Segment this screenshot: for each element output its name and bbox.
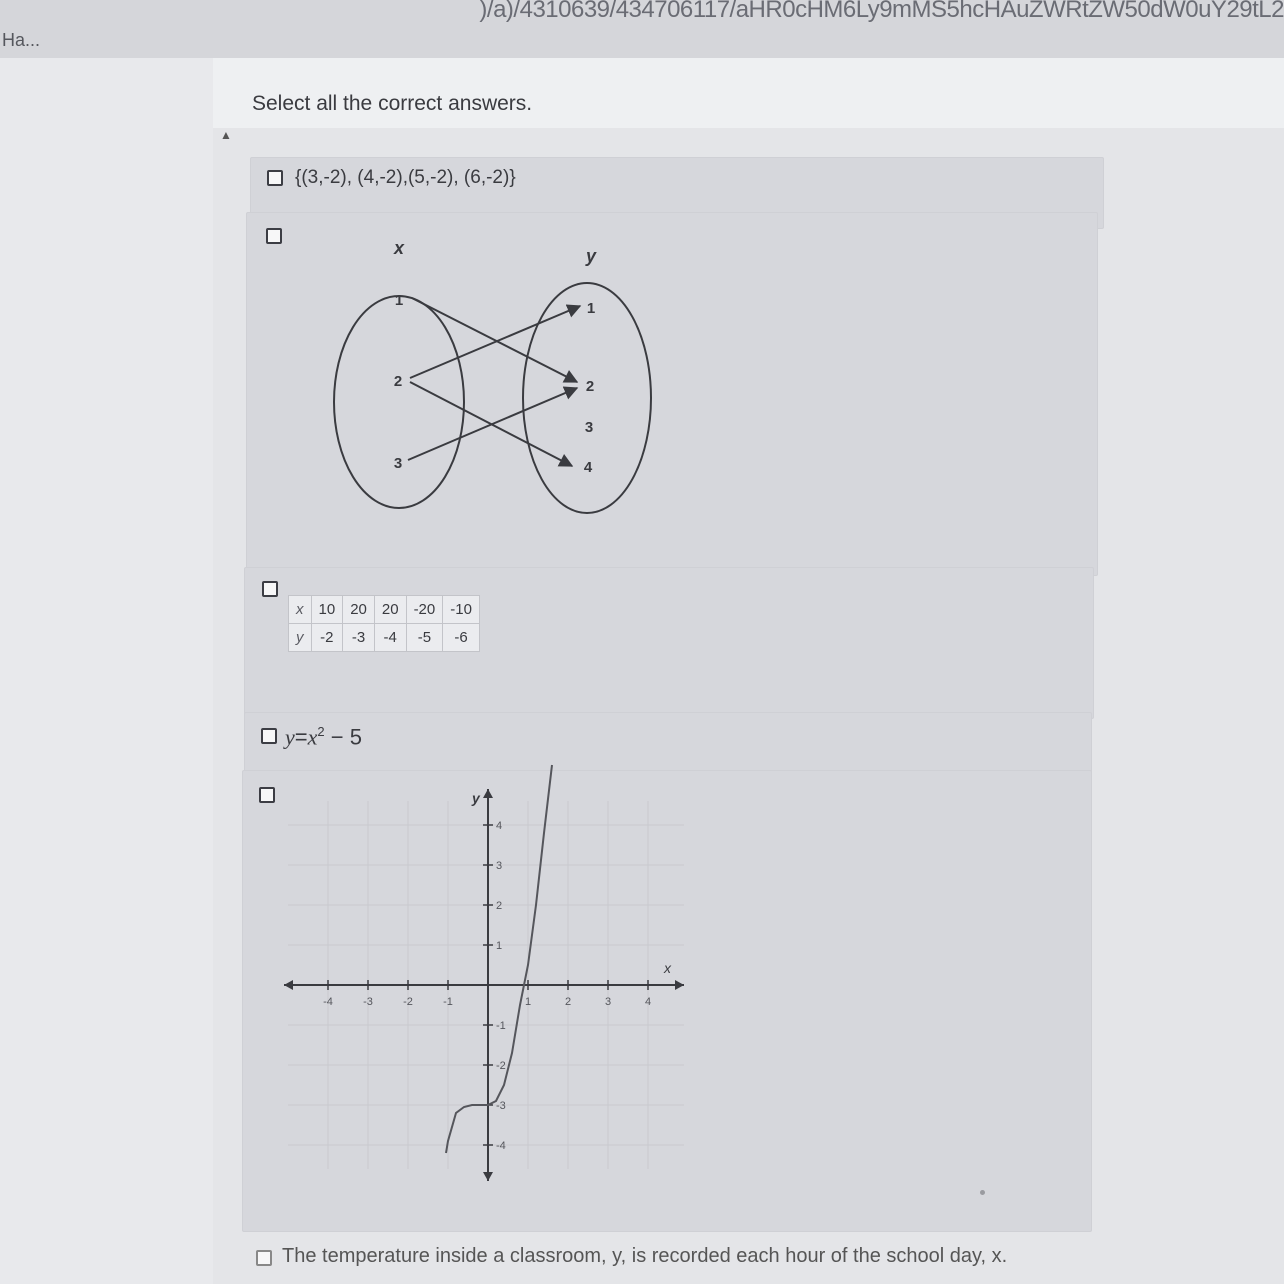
- equation-exponent: 2: [317, 724, 325, 739]
- table-cell: -6: [443, 624, 480, 652]
- y-tick-label: -2: [496, 1060, 506, 1072]
- scroll-up-icon[interactable]: ▲: [220, 128, 232, 142]
- y-axis-label: y: [472, 790, 480, 806]
- table-cell: 10: [311, 596, 343, 624]
- decorative-dot: [980, 1190, 985, 1195]
- equation-rest: − 5: [330, 724, 362, 750]
- table-cell: -2: [311, 624, 343, 652]
- domain-value: 3: [393, 455, 403, 472]
- range-value: 3: [584, 419, 594, 436]
- x-axis-label: x: [664, 960, 671, 976]
- table-cell: 20: [343, 596, 375, 624]
- equation-var: x: [307, 724, 318, 750]
- y-tick-label: -4: [496, 1140, 506, 1152]
- table-cell: -20: [406, 596, 443, 624]
- option-set-text: {(3,-2), (4,-2),(5,-2), (6,-2)}: [295, 167, 516, 188]
- equation-lhs: y: [285, 724, 295, 750]
- x-tick-label: -1: [443, 996, 453, 1008]
- table-cell: -4: [374, 624, 406, 652]
- y-tick-label: 1: [496, 940, 503, 952]
- url-text[interactable]: )/a)/4310639/434706117/aHR0cHM6Ly9mMS5hcHAuZWRtZW50dW0uY29tL2: [479, 0, 1284, 23]
- option-temperature-checkbox[interactable]: [256, 1250, 272, 1266]
- domain-value: 2: [393, 373, 403, 390]
- instructions-text: Select all the correct answers.: [252, 92, 533, 115]
- x-tick-label: 1: [524, 996, 532, 1008]
- x-tick-label: -4: [323, 996, 333, 1008]
- x-axis-arrow-right: [675, 980, 684, 990]
- y-tick-label: -1: [496, 1020, 506, 1032]
- domain-value: 1: [394, 292, 404, 309]
- range-value: 4: [583, 459, 593, 476]
- table-header-cell: x: [289, 596, 312, 624]
- x-tick-label: -2: [403, 996, 413, 1008]
- table-cell: -5: [406, 624, 443, 652]
- x-tick-label: 3: [604, 996, 612, 1008]
- mapping-y-title: y: [585, 246, 597, 266]
- tab-title[interactable]: Ha...: [2, 30, 41, 50]
- x-tick-label: -3: [363, 996, 373, 1008]
- y-tick-label: 4: [496, 820, 503, 832]
- table-cell: 20: [374, 596, 406, 624]
- table-cell: -10: [443, 596, 480, 624]
- table-header-cell: y: [289, 624, 312, 652]
- mapping-x-title: x: [393, 238, 405, 258]
- x-axis-arrow-left: [284, 980, 293, 990]
- y-tick-label: -3: [496, 1100, 506, 1112]
- y-tick-label: 3: [496, 860, 503, 872]
- y-axis-arrow-down: [483, 1172, 493, 1181]
- y-axis-arrow-up: [483, 789, 493, 798]
- option-temperature-text: The temperature inside a classroom, y, is recorded each hour of the school day, x.: [282, 1245, 1008, 1267]
- x-tick-label: 2: [564, 996, 572, 1008]
- y-tick-label: 2: [496, 900, 503, 912]
- range-value: 1: [586, 300, 596, 317]
- x-tick-label: 4: [644, 996, 652, 1008]
- table-cell: -3: [343, 624, 375, 652]
- equation-equals: =: [294, 724, 308, 750]
- range-value: 2: [585, 378, 595, 395]
